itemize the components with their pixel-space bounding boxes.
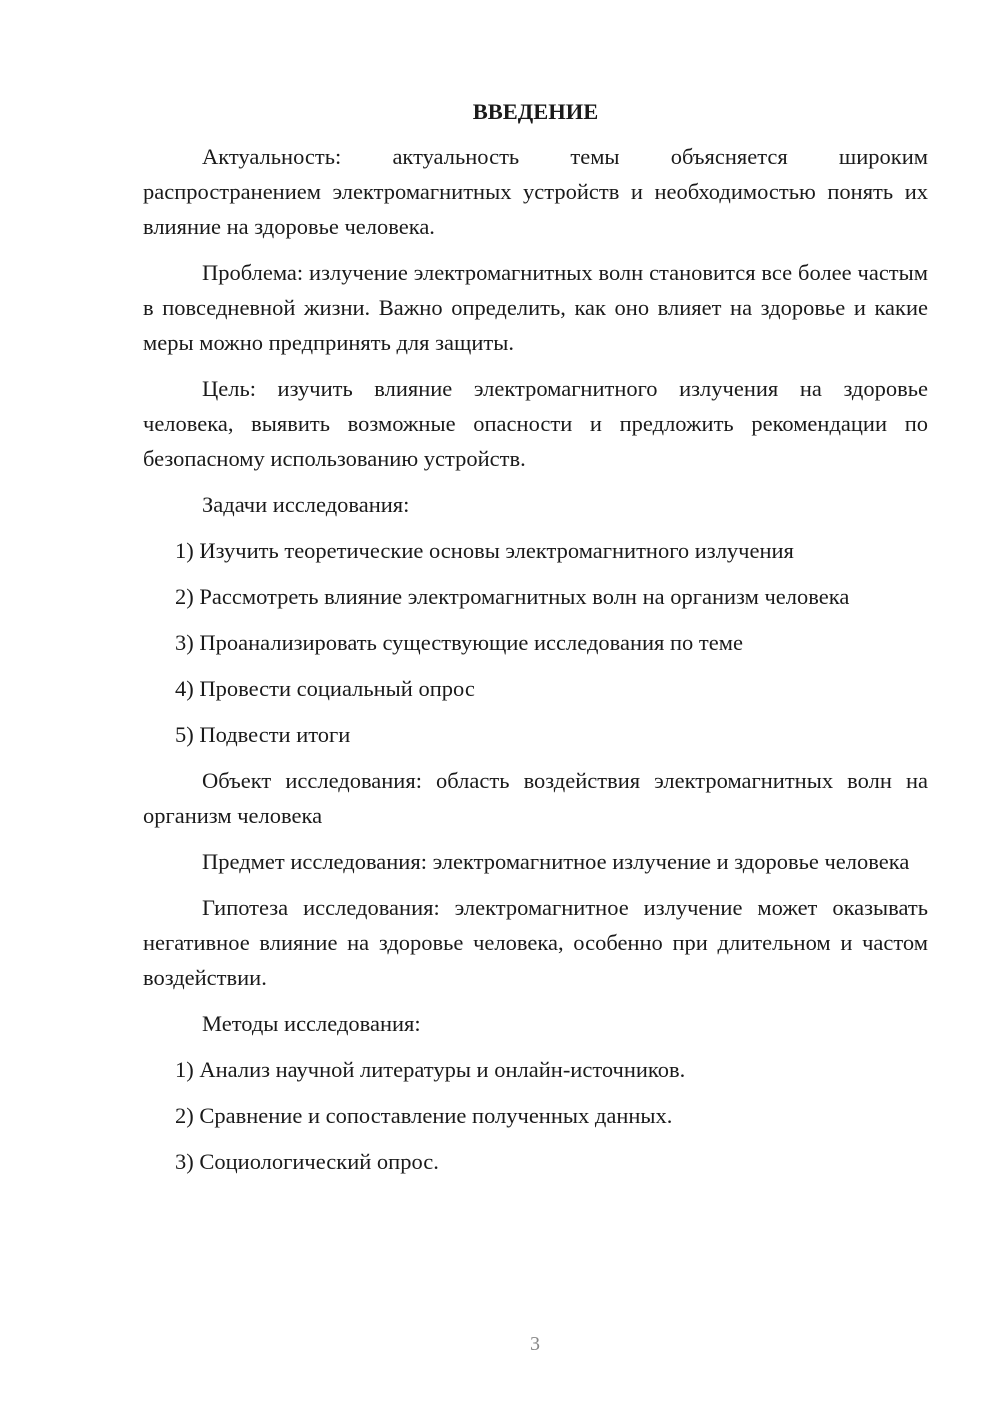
list-item xyxy=(143,1098,928,1133)
list-item-text: Изучить теоретические основы электромагнитного излучения xyxy=(199,538,794,563)
list-item-number: 5 ) xyxy=(175,722,194,747)
list-item-number: 3 ) xyxy=(175,630,194,655)
list-item-text: Проанализировать существующие исследования по теме xyxy=(199,630,743,655)
methods-list xyxy=(143,1052,928,1179)
list-item-text: Провести социальный опрос xyxy=(199,676,475,701)
object-paragraph: Объект исследования: область воздействия электромагнитных волн на организм человека xyxy=(143,768,928,828)
list-item-text: Рассмотреть влияние электромагнитных волн на организм человека xyxy=(199,584,850,609)
page-number: 3 xyxy=(530,1333,540,1355)
list-item xyxy=(143,671,928,706)
list-item-text: Подвести итоги xyxy=(199,722,351,747)
list-item xyxy=(143,533,928,568)
hypothesis-paragraph: Гипотеза исследования: электромагнитное излучение может оказывать негативное влияние на здоровье человека, особенно при длительном и частом воздействии. xyxy=(143,895,928,990)
list-item-text: Анализ научной литературы и онлайн-источников. xyxy=(199,1057,686,1082)
page-title: ВВЕДЕНИЕ xyxy=(472,99,599,124)
tasks-list xyxy=(143,533,928,752)
list-item-number: 2 ) xyxy=(175,1103,194,1128)
list-item-text: Социологический опрос. xyxy=(199,1149,439,1174)
list-item-number: 4 ) xyxy=(175,676,194,701)
list-item xyxy=(143,717,928,752)
tasks-heading: Задачи исследования: xyxy=(202,492,410,517)
list-item-number: 1 ) xyxy=(175,1057,194,1082)
problem-paragraph: Проблема: излучение электромагнитных волн становится все более частым в повседневной жизни. Важно определить, как оно влияет на здоровье и какие меры можно предпринять для защиты. xyxy=(143,260,928,355)
list-item-number: 3 ) xyxy=(175,1149,194,1174)
list-item-text: Сравнение и сопоставление полученных данных. xyxy=(199,1103,673,1128)
list-item-number: 2 ) xyxy=(175,584,194,609)
relevance-paragraph: Актуальность: актуальность темы объясняется широким распространением электромагнитных устройств и необходимостью понять их влияние на здоровье человека. xyxy=(143,144,928,239)
methods-heading: Методы исследования: xyxy=(202,1011,421,1036)
list-item xyxy=(143,579,928,614)
list-item xyxy=(143,1144,928,1179)
document-body xyxy=(143,94,928,1190)
list-item-number: 1 ) xyxy=(175,538,194,563)
list-item xyxy=(143,1052,928,1087)
subject-paragraph: Предмет исследования: электромагнитное излучение и здоровье человека xyxy=(202,849,910,874)
list-item xyxy=(143,625,928,660)
goal-paragraph: Цель: изучить влияние электромагнитного излучения на здоровье человека, выявить возможные опасности и предложить рекомендации по безопасному использованию устройств. xyxy=(143,376,928,471)
